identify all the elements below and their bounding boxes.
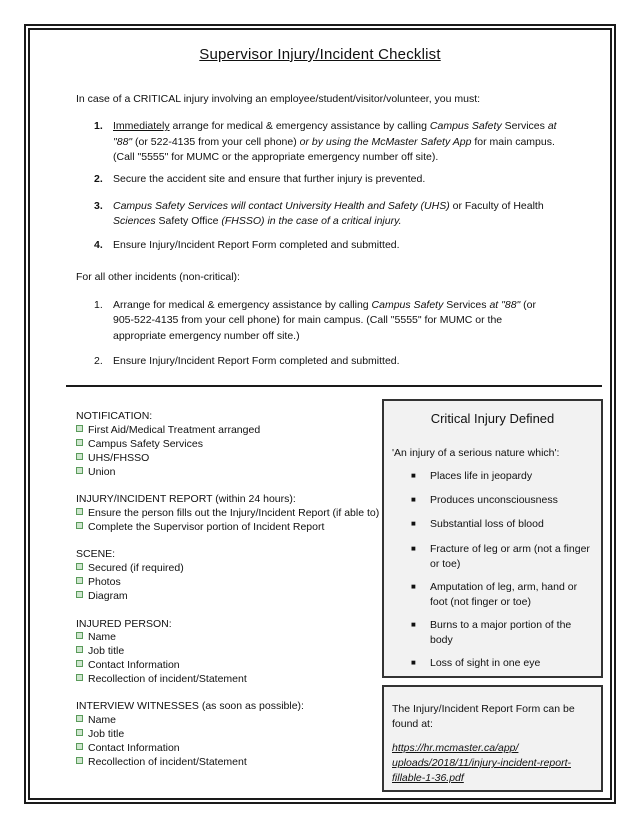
form-link-box: [382, 685, 603, 792]
section-divider: [66, 385, 602, 387]
noncritical-step-1-line-1: [113, 297, 583, 313]
checkbox-icon[interactable]: [76, 632, 83, 639]
noncritical-intro: For all other incidents (non-critical):: [76, 271, 240, 283]
text-run: or Faculty of Health: [449, 200, 544, 212]
bullet-icon: ■: [411, 519, 416, 528]
checklist-label: Recollection of incident/Statement: [88, 756, 247, 768]
step-number: 1.: [94, 299, 103, 311]
text-run: Services: [501, 120, 548, 132]
bullet-icon: ■: [411, 582, 416, 591]
emphasis-immediately: Immediately: [113, 120, 170, 132]
text-run: (or 522-4135 from your cell phone): [132, 136, 300, 148]
checklist-label: UHS/FHSSO: [88, 452, 150, 464]
critical-criterion-cont: foot (not finger or toe): [430, 596, 531, 608]
step-number: 1.: [94, 120, 103, 132]
checkbox-icon[interactable]: [76, 757, 83, 764]
report-heading: INJURY/INCIDENT REPORT (within 24 hours):: [76, 493, 296, 505]
text-run: (FHSSO) in the case of a critical injury.: [221, 215, 402, 227]
noncritical-step-1-line-2: 905-522-4135 from your cell phone) for main campus. (Call "5555" for MUMC or the: [113, 314, 503, 326]
critical-step-3-line-1: [113, 198, 583, 214]
notification-heading: NOTIFICATION:: [76, 410, 153, 422]
checkbox-icon[interactable]: [76, 715, 83, 722]
critical-box-intro: 'An injury of a serious nature which':: [392, 447, 560, 459]
checklist-label: Ensure the person fills out the Injury/Incident Report (if able to): [88, 507, 380, 519]
checklist-label: Secured (if required): [88, 562, 184, 574]
critical-box-title: Critical Injury Defined: [430, 411, 555, 426]
text-run: or by using the McMaster Safety App: [299, 136, 472, 148]
checkbox-icon[interactable]: [76, 467, 83, 474]
checkbox-icon[interactable]: [76, 591, 83, 598]
checklist-label: Campus Safety Services: [88, 438, 203, 450]
text-run: at "88": [489, 299, 521, 311]
text-run: arrange for medical & emergency assistance by calling: [169, 120, 430, 132]
form-url-link-part-1[interactable]: https://hr.mcmaster.ca/app/: [392, 742, 519, 754]
text-run: Services: [443, 299, 490, 311]
checkbox-icon[interactable]: [76, 674, 83, 681]
text-run: Arrange for medical & emergency assistance by calling: [113, 299, 372, 311]
checkbox-icon[interactable]: [76, 453, 83, 460]
checklist-label: Job title: [88, 645, 125, 657]
checklist-item[interactable]: [76, 519, 324, 535]
checklist-label: Name: [88, 631, 117, 643]
text-run: (or: [520, 299, 537, 311]
form-box-text-line-2: found at:: [392, 718, 433, 730]
checklist-item[interactable]: [76, 588, 128, 604]
critical-intro: In case of a CRITICAL injury involving an employee/student/visitor/volunteer, you must:: [76, 93, 481, 105]
critical-step-2: Secure the accident site and ensure that further injury is prevented.: [113, 173, 426, 185]
checkbox-icon[interactable]: [76, 743, 83, 750]
critical-criterion: Amputation of leg, arm, hand or: [430, 581, 578, 593]
page-title: Supervisor Injury/Incident Checklist: [199, 46, 441, 63]
checklist-item[interactable]: [76, 464, 115, 480]
text-run: "88": [113, 136, 133, 148]
critical-step-3-line-2: [113, 213, 402, 229]
critical-criterion: Substantial loss of blood: [430, 518, 544, 530]
step-number: 4.: [94, 239, 103, 251]
critical-step-1-line-3: (Call "5555" for MUMC or the appropriate emergency number off site).: [113, 151, 439, 163]
checklist-label: Name: [88, 714, 117, 726]
scene-heading: SCENE:: [76, 548, 116, 560]
checklist-label: Complete the Supervisor portion of Incident Report: [88, 521, 325, 533]
text-run: Safety Office: [155, 215, 222, 227]
text-run: at: [547, 120, 557, 132]
critical-criterion: Fracture of leg or arm (not a finger: [430, 543, 590, 555]
text-run: Sciences: [113, 215, 156, 227]
checklist-label: Photos: [88, 576, 121, 588]
step-number: 2.: [94, 173, 103, 185]
checkbox-icon[interactable]: [76, 508, 83, 515]
noncritical-step-2: Ensure Injury/Incident Report Form completed and submitted.: [113, 355, 400, 367]
critical-criterion: Places life in jeopardy: [430, 470, 533, 482]
bullet-icon: ■: [411, 658, 416, 667]
form-url-link-part-2[interactable]: uploads/2018/11/injury-incident-report-: [392, 757, 571, 769]
bullet-icon: ■: [411, 495, 416, 504]
critical-step-1-line-1: [113, 118, 573, 134]
checklist-item[interactable]: [76, 671, 247, 687]
checkbox-icon[interactable]: [76, 563, 83, 570]
bullet-icon: ■: [411, 471, 416, 480]
noncritical-step-1-line-3: appropriate emergency number off site.): [113, 330, 300, 342]
bullet-icon: ■: [411, 620, 416, 629]
checklist-label: Union: [88, 466, 116, 478]
checkbox-icon[interactable]: [76, 425, 83, 432]
step-number: 3.: [94, 200, 103, 212]
critical-criterion-cont: body: [430, 634, 453, 646]
checklist-label: Contact Information: [88, 659, 180, 671]
critical-injury-box: [382, 399, 603, 678]
witnesses-heading: INTERVIEW WITNESSES (as soon as possible):: [76, 700, 304, 712]
checklist-label: Contact Information: [88, 742, 180, 754]
critical-criterion-cont: or toe): [430, 558, 461, 570]
bullet-icon: ■: [411, 544, 416, 553]
checkbox-icon[interactable]: [76, 660, 83, 667]
form-url-link-part-3[interactable]: fillable-1-36.pdf: [392, 772, 464, 784]
checklist-label: First Aid/Medical Treatment arranged: [88, 424, 261, 436]
checkbox-icon[interactable]: [76, 729, 83, 736]
injured-heading: INJURED PERSON:: [76, 618, 172, 630]
critical-criterion: Loss of sight in one eye: [430, 657, 541, 669]
text-run: for main campus.: [471, 136, 555, 148]
text-run: Campus Safety Services will contact University Health and Safety (UHS): [113, 200, 450, 212]
text-run: Campus Safety: [371, 299, 444, 311]
checkbox-icon[interactable]: [76, 522, 83, 529]
critical-criterion: Burns to a major portion of the: [430, 619, 572, 631]
checklist-label: Recollection of incident/Statement: [88, 673, 247, 685]
critical-step-1-line-2: [113, 134, 583, 150]
checklist-label: Job title: [88, 728, 125, 740]
checkbox-icon[interactable]: [76, 439, 83, 446]
checkbox-icon[interactable]: [76, 646, 83, 653]
text-run: Campus Safety: [429, 120, 502, 132]
checklist-item[interactable]: [76, 754, 247, 770]
step-number: 2.: [94, 355, 103, 367]
form-box-text-line-1: The Injury/Incident Report Form can be: [392, 703, 575, 715]
critical-step-4: Ensure Injury/Incident Report Form completed and submitted.: [113, 239, 400, 251]
checkbox-icon[interactable]: [76, 577, 83, 584]
critical-criterion: Produces unconsciousness: [430, 494, 558, 506]
checklist-label: Diagram: [88, 590, 128, 602]
